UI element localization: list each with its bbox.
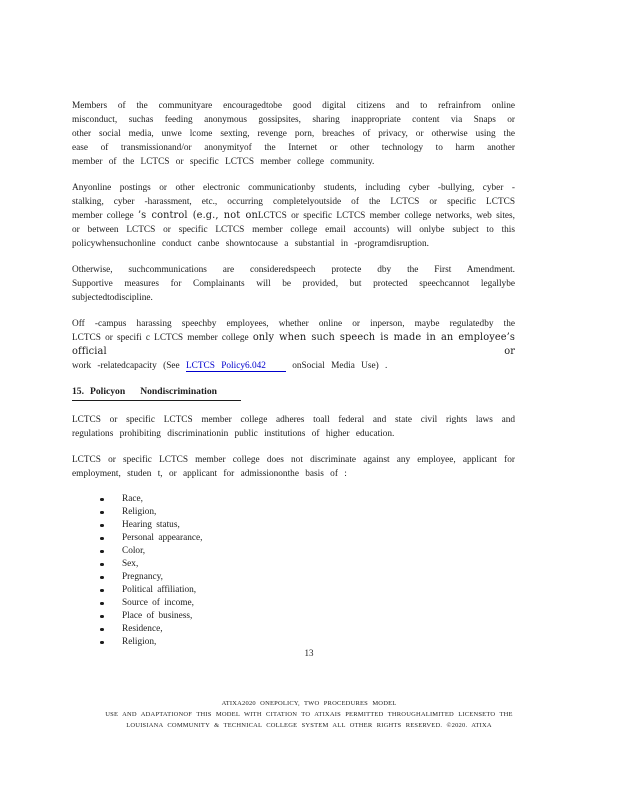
body-text: work -relatedcapacity (See [72,361,186,371]
body-line: policywhensuchonline conduct canbe showntocause a substantial in -programdisruption. [72,239,429,249]
list-item-label: Political affiliation, [122,585,197,595]
body-line: LCTCS or specific LCTCS member college adheres toall federal and state civil rights laws and [72,415,515,425]
body-line: or between LCTCS or specific LCTCS member college email accounts) will onlybe subject to this [72,225,515,235]
body-text: LCTCS or specifi c LCTCS member college [72,333,253,343]
list-item [72,506,515,519]
inserted-text: ’s control (e.g., not on [137,210,258,221]
body-line: ease of transmissionand/or anonymityof the Internet or other technology to harm another [72,143,515,153]
body-line: employment, studen t, or applicant for admissiononthe basis of : [72,469,347,479]
list-item-label: Place of business, [122,611,193,621]
list-item-label: Residence, [122,624,163,634]
document-body [72,99,515,649]
inserted-text: only when such speech is made in an employee’s official or [72,332,515,357]
footer-line-2: USE AND ADAPTATIONOF THIS MODEL WITH CITATION TO ATIXAIS PERMITTED THROUGHALIMITED LICENSETO THE [105,710,513,718]
body-line: misconduct, suchas feeding anonymous gossipsites, sharing inappropriate content via Snaps or [72,115,515,125]
list-item [72,597,515,610]
list-item [72,519,515,532]
policy-link[interactable]: LCTCS Policy6.042 [186,361,286,372]
paragraph-civil-rights [72,413,515,441]
paragraph-off-campus-speech [72,317,515,373]
footer-line-3: LOUISIANA COMMUNITY & TECHNICAL COLLEGE SYSTEM ALL OTHER RIGHTS RESERVED. ©2020. ATIXA [126,721,492,729]
bullet-icon [100,511,104,515]
list-item-label: Hearing status, [122,520,180,530]
body-line: member of the LCTCS or specific LCTCS member college community. [72,157,375,167]
body-text: LCTCS or specific LCTCS member college networks, web sites, [257,211,516,221]
bullet-icon [100,563,104,567]
heading-word: Nondiscrimination [140,386,217,397]
body-line [72,209,515,223]
nondiscrimination-basis-list [72,493,515,649]
list-item-label: Sex, [122,559,139,569]
list-item-label: Color, [122,546,146,556]
body-line: Supportive measures for Complainants will be provided, but protected speechcannot legallybe [72,279,515,289]
heading-number: 15. [72,386,84,397]
paragraph-online-conduct [72,99,515,169]
body-line: regulations prohibiting discriminationin public institutions of higher education. [72,429,395,439]
paragraph-online-postings [72,181,515,251]
body-line: Anyonline postings or other electronic communicationby students, including cyber -bullying, cyber - [72,183,515,193]
bullet-icon [100,589,104,593]
section-heading-nondiscrimination [72,385,515,401]
bullet-icon [100,498,104,502]
paragraph-protected-speech [72,263,515,305]
heading-word: Policyon [90,386,126,397]
paragraph-no-discrimination [72,453,515,481]
list-item [72,558,515,571]
list-item [72,545,515,558]
list-item [72,532,515,545]
list-item-label: Source of income, [122,598,194,608]
body-line: LCTCS or specific LCTCS member college does not discriminate against any employee, applicant for [72,455,515,465]
list-item-label: Pregnancy, [122,572,163,582]
bullet-icon [100,576,104,580]
heading-underlined-text [72,385,241,401]
list-item [72,610,515,623]
body-text: member college [72,211,138,221]
body-text: onSocial Media Use) . [285,361,388,371]
body-line: subjectedtodiscipline. [72,293,153,303]
list-item-label: Religion, [122,637,157,647]
list-item [72,584,515,597]
list-item-label: Race, [122,494,143,504]
bullet-icon [100,628,104,632]
footer-line-1: ATIXA2020 ONEPOLICY, TWO PROCEDURES MODEL [221,700,397,707]
bullet-icon [100,550,104,554]
list-item [72,623,515,636]
body-line [72,359,515,373]
bullet-icon [100,615,104,619]
page-number: 13 [304,648,314,658]
body-line: stalking, cyber -harassment, etc., occurring completelyoutside of the LCTCS or specific LCTCS [72,197,515,207]
body-line: Members of the communityare encouragedtobe good digital citizens and to refrainfrom online [72,101,515,111]
bullet-icon [100,641,104,645]
body-line: other social media, unwe lcome sexting, revenge porn, breaches of privacy, or otherwise using the [72,129,515,139]
list-item [72,571,515,584]
bullet-icon [100,602,104,606]
body-line [72,331,515,359]
list-item-label: Religion, [122,507,157,517]
footer [0,699,618,731]
body-line: Off -campus harassing speechby employees, whether online or inperson, maybe regulatedby the [72,319,515,329]
bullet-icon [100,537,104,541]
body-line: Otherwise, suchcommunications are consideredspeech protecte dby the First Amendment. [72,265,515,275]
list-item-label: Personal appearance, [122,533,203,543]
list-item [72,493,515,506]
bullet-icon [100,524,104,528]
